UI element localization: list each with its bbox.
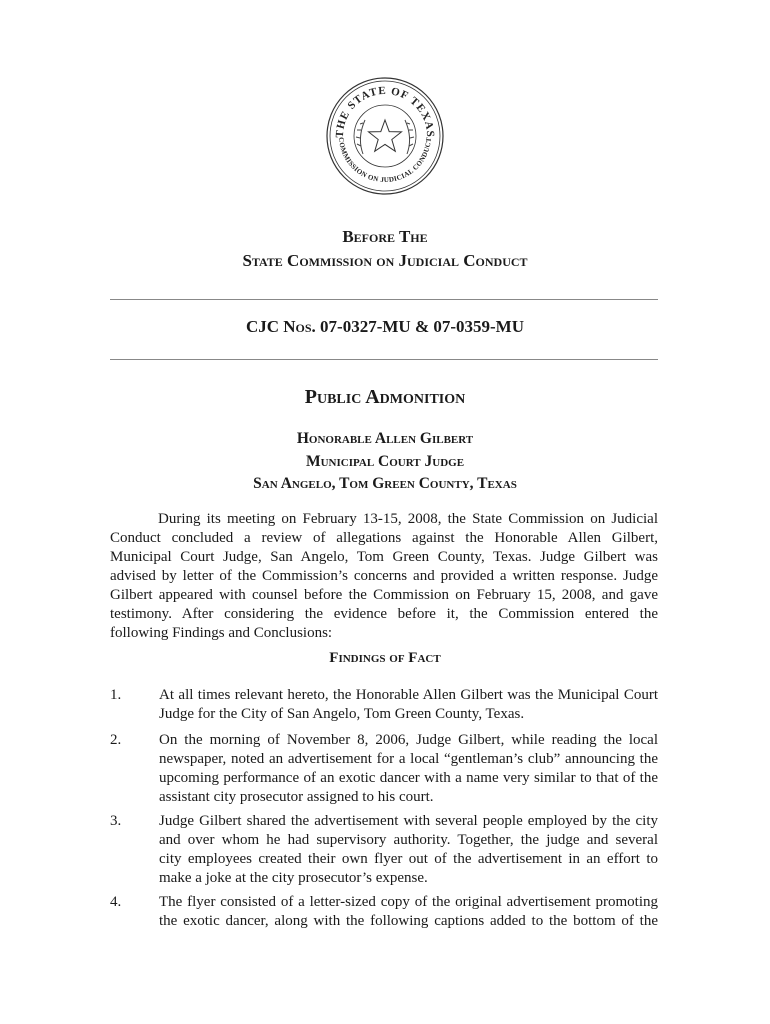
judge-name: Honorable Allen Gilbert (296, 430, 474, 447)
texas-judicial-conduct-seal (325, 76, 445, 196)
judge-position: Municipal Court Judge (305, 452, 465, 470)
findings-heading: Findings of Fact (329, 650, 441, 666)
judge-location: San Angelo, Tom Green County, Texas (253, 475, 517, 492)
finding-line: and over whom he had supervisory authority. Together, the judge and several (159, 832, 658, 848)
intro-line: During its meeting on February 13-15, 2008, the State Commission on Judicial (158, 511, 658, 527)
heading-line-2: State Commission on Judicial Conduct (242, 251, 528, 270)
case-numbers: CJC Nos. 07-0327-MU & 07-0359-MU (245, 317, 525, 336)
intro-line: following Findings and Conclusions: (110, 625, 333, 641)
heading-line-1: Before The (342, 227, 428, 246)
finding-number: 2. (110, 732, 122, 748)
intro-line: Municipal Court Judge, San Angelo, Tom Green County, Texas. Judge Gilbert was (110, 549, 658, 565)
finding-line: upcoming performance of an exotic dancer with a name very similar to that of the (159, 770, 658, 786)
finding-line: On the morning of November 8, 2006, Judge Gilbert, while reading the local (159, 732, 658, 748)
document-title: Public Admonition (304, 386, 466, 408)
finding-line: The flyer consisted of a letter-sized copy of the original advertisement promoting (159, 894, 658, 910)
intro-line: Conduct concluded a review of allegations against the Honorable Allen Gilbert, (110, 530, 658, 546)
finding-line: the exotic dancer, along with the following captions added to the bottom of the (159, 913, 658, 929)
seal-wreath-icon (356, 120, 414, 154)
finding-line: At all times relevant hereto, the Honorable Allen Gilbert was the Municipal Court (159, 687, 658, 703)
intro-line: advised by letter of the Commission’s concerns and provided a written response. Judge (110, 568, 658, 584)
finding-line: newspaper, noted an advertisement for a local “gentleman’s club” announcing the (159, 751, 658, 767)
heading (0, 225, 770, 273)
finding-number: 4. (110, 894, 122, 910)
finding-line: assistant city prosecutor assigned to his court. (159, 789, 434, 805)
finding-line: Judge for the City of San Angelo, Tom Green County, Texas. (159, 706, 525, 722)
divider-bottom (110, 359, 658, 360)
seal-top-text: THE STATE OF TEXAS (333, 84, 437, 139)
seal-bottom-text: COMMISSION ON JUDICIAL CONDUCT (336, 136, 434, 185)
seal-star-icon (369, 120, 402, 151)
finding-line: city employees created their own flyer out of the advertisement in an effort to (159, 851, 658, 867)
finding-number: 3. (110, 813, 122, 829)
judge-block (0, 428, 770, 496)
svg-text:THE STATE OF TEXAS (334, 85, 436, 138)
finding-line: make a joke at the city prosecutor’s expense. (159, 870, 428, 886)
finding-line: Judge Gilbert shared the advertisement with several people employed by the city (159, 813, 658, 829)
intro-paragraph (110, 510, 658, 643)
finding-number: 1. (110, 687, 122, 703)
intro-line: Gilbert appeared with counsel before the Commission on February 15, 2008, and gave (110, 587, 658, 603)
divider-top (110, 299, 658, 300)
intro-line: testimony. After considering the evidence before it, the Commission entered the (110, 606, 658, 622)
